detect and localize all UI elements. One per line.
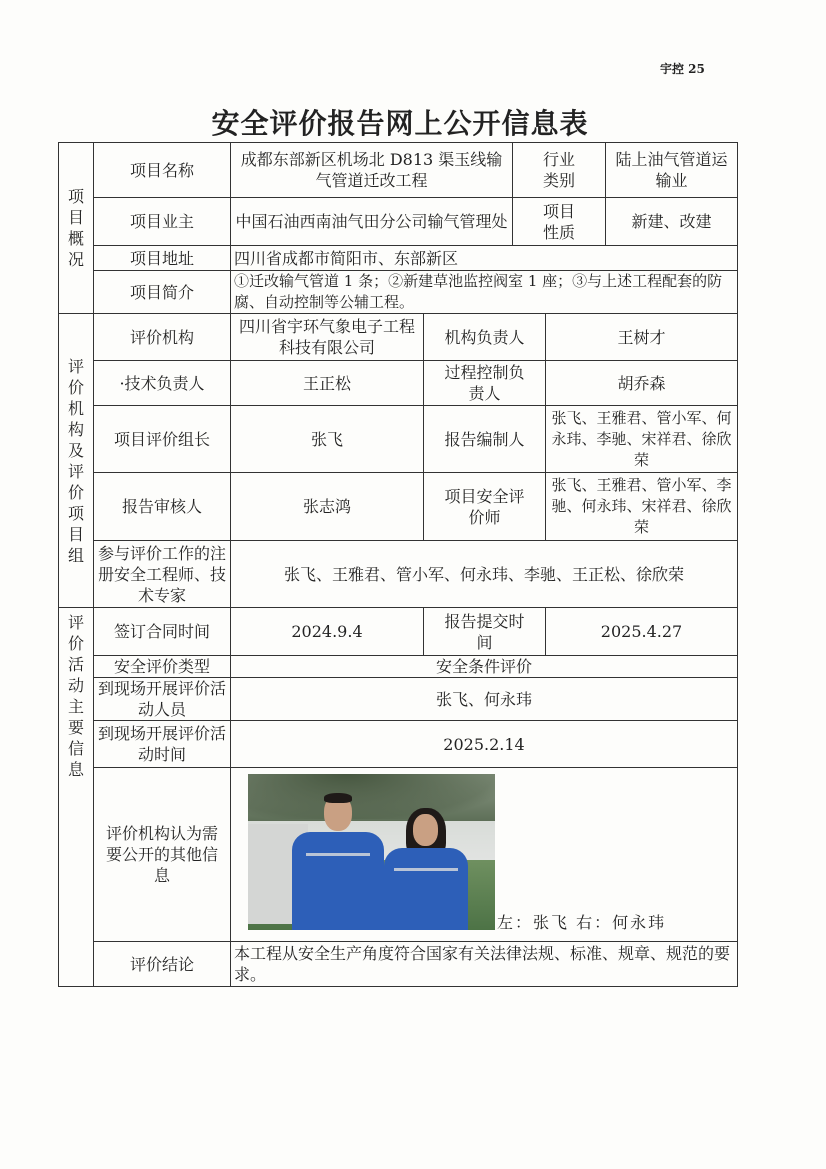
agency-head-value: 王树才 <box>546 314 738 361</box>
conclusion-value: 本工程从安全生产角度符合国家有关法律法规、标准、规章、规范的要求。 <box>231 942 738 987</box>
assessor-value: 张飞、王雅君、管小军、李驰、何永玮、宋祥君、徐欣荣 <box>546 473 738 541</box>
assessor-label: 项目安全评价师 <box>424 473 546 541</box>
info-table <box>58 142 738 987</box>
project-name-label: 项目名称 <box>94 143 231 198</box>
person-right <box>384 810 468 930</box>
section-org: 评价机构及评价项目组 <box>59 314 94 608</box>
eval-type-label: 安全评价类型 <box>94 656 231 678</box>
eval-type-value: 安全条件评价 <box>231 656 738 678</box>
person-left <box>292 795 384 930</box>
tech-lead-value: 王正松 <box>231 361 424 406</box>
report-writer-label: 报告编制人 <box>424 406 546 473</box>
intro-value: ①迁改输气管道 1 条；②新建草池监控阀室 1 座；③与上述工程配套的防腐、自动控制等公辅工程。 <box>231 271 738 314</box>
team-leader-label: 项目评价组长 <box>94 406 231 473</box>
address-label: 项目地址 <box>94 246 231 271</box>
submit-date-label: 报告提交时间 <box>424 608 546 656</box>
experts-value: 张飞、王雅君、管小军、何永玮、李驰、王正松、徐欣荣 <box>231 541 738 608</box>
nature-label: 项目性质 <box>513 198 606 246</box>
other-info-cell <box>231 768 738 942</box>
agency-value: 四川省宇环气象电子工程科技有限公司 <box>231 314 424 361</box>
team-leader-value: 张飞 <box>231 406 424 473</box>
agency-head-label: 机构负责人 <box>424 314 546 361</box>
reviewer-label: 报告审核人 <box>94 473 231 541</box>
experts-label: 参与评价工作的注册安全工程师、技术专家 <box>94 541 231 608</box>
site-staff-label: 到现场开展评价活动人员 <box>94 678 231 721</box>
intro-label: 项目简介 <box>94 271 231 314</box>
section-overview: 项目概况 <box>59 143 94 314</box>
tech-lead-label: ·技术负责人 <box>94 361 231 406</box>
contract-date-label: 签订合同时间 <box>94 608 231 656</box>
document-code: 宇控 25 <box>660 62 705 76</box>
owner-value: 中国石油西南油气田分公司输气管理处 <box>231 198 513 246</box>
site-time-label: 到现场开展评价活动时间 <box>94 721 231 768</box>
process-control-label: 过程控制负责人 <box>424 361 546 406</box>
contract-date-value: 2024.9.4 <box>231 608 424 656</box>
submit-date-value: 2025.4.27 <box>546 608 738 656</box>
industry-value: 陆上油气管道运输业 <box>606 143 738 198</box>
conclusion-label: 评价结论 <box>94 942 231 987</box>
section-activity: 评价活动主要信息 <box>59 608 94 987</box>
industry-label: 行业类别 <box>513 143 606 198</box>
nature-value: 新建、改建 <box>606 198 738 246</box>
report-writer-value: 张飞、王雅君、管小军、何永玮、李驰、宋祥君、徐欣荣 <box>546 406 738 473</box>
site-time-value: 2025.2.14 <box>231 721 738 768</box>
owner-label: 项目业主 <box>94 198 231 246</box>
page-title: 安全评价报告网上公开信息表 <box>211 107 589 140</box>
photo-caption: 左：张飞 右：何永玮 <box>497 913 667 932</box>
reviewer-value: 张志鸿 <box>231 473 424 541</box>
project-name-value: 成都东部新区机场北 D813 渠玉线输气管道迁改工程 <box>231 143 513 198</box>
other-info-label: 评价机构认为需要公开的其他信息 <box>94 768 231 942</box>
site-photo <box>248 774 495 930</box>
address-value: 四川省成都市简阳市、东部新区 <box>231 246 738 271</box>
process-control-value: 胡乔森 <box>546 361 738 406</box>
agency-label: 评价机构 <box>94 314 231 361</box>
site-staff-value: 张飞、何永玮 <box>231 678 738 721</box>
